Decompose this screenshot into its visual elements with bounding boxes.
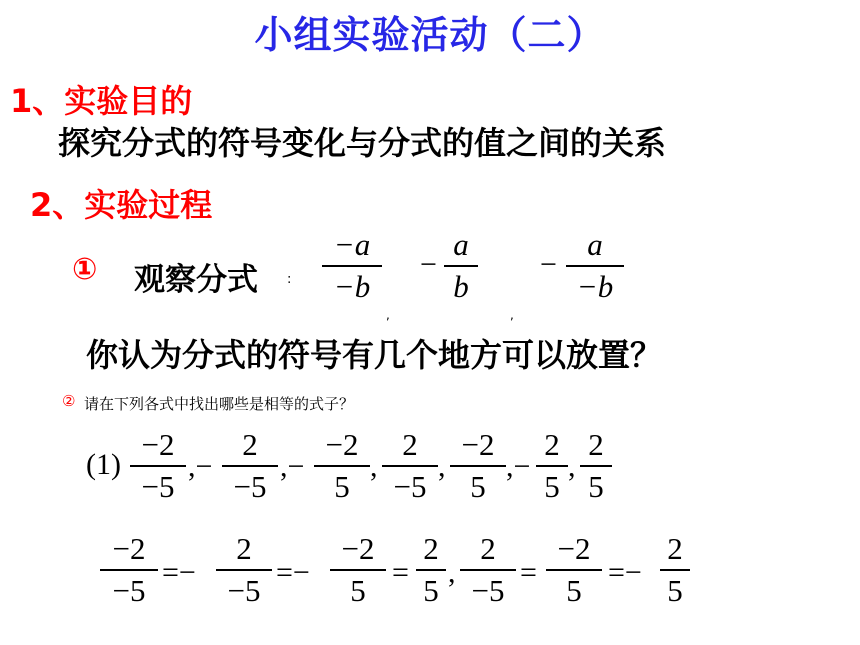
- fraction-numerator: −a: [333, 227, 371, 262]
- exercise-fraction-1: [130, 428, 186, 504]
- observe-sign-3: −: [540, 248, 557, 281]
- step1-label: 观察分式: [134, 262, 258, 298]
- answer-fraction-7: [660, 532, 690, 608]
- step1-colon: :: [287, 272, 292, 287]
- fraction-denominator: −b: [333, 269, 371, 304]
- fraction-denominator: −5: [393, 469, 427, 504]
- observe-fraction-1: [322, 228, 382, 304]
- section1-heading: 1、实验目的: [10, 82, 193, 120]
- fraction-numerator: −2: [557, 531, 591, 566]
- answer-fraction-2: [216, 532, 272, 608]
- step1-marker: ①: [72, 252, 98, 287]
- exercise-fraction-4: [382, 428, 438, 504]
- fraction-numerator: 2: [242, 427, 258, 462]
- fraction-numerator: −2: [341, 531, 375, 566]
- fraction-bar: [460, 569, 516, 571]
- fraction-denominator: −b: [576, 269, 614, 304]
- fraction-denominator: −5: [471, 573, 505, 608]
- fraction-denominator: 5: [667, 573, 683, 608]
- fraction-numerator: a: [587, 227, 603, 262]
- fraction-bar: [536, 465, 568, 467]
- answer-separator-1: =−: [162, 556, 196, 589]
- answer-fraction-6: [546, 532, 602, 608]
- exercise-fraction-2: [222, 428, 278, 504]
- exercise-fraction-5: [450, 428, 506, 504]
- fraction-denominator: −5: [233, 469, 267, 504]
- fraction-bar: [130, 465, 186, 467]
- fraction-bar: [100, 569, 158, 571]
- fraction-bar: [382, 465, 438, 467]
- observe-fraction-3: [566, 228, 624, 304]
- observe-sign-2: −: [420, 248, 437, 281]
- exercise-separator-2: ,−: [280, 450, 305, 483]
- step2-text: 请在下列各式中找出哪些是相等的式子？: [84, 395, 355, 413]
- exercise-separator-3: ,: [370, 450, 378, 483]
- fraction-bar: [546, 569, 602, 571]
- section1-text: 探究分式的符号变化与分式的值之间的关系: [58, 124, 667, 162]
- fraction-numerator: 2: [588, 427, 604, 462]
- fraction-numerator: −2: [112, 531, 146, 566]
- answer-separator-5: =: [520, 556, 537, 589]
- fraction-denominator: −5: [112, 573, 146, 608]
- answer-fraction-1: [100, 532, 158, 608]
- observe-separator-2: ,: [510, 308, 514, 322]
- exercise-fraction-3: [314, 428, 370, 504]
- step2-marker: ②: [62, 392, 76, 410]
- fraction-denominator: 5: [423, 573, 439, 608]
- fraction-bar: [314, 465, 370, 467]
- answer-fraction-4: [416, 532, 446, 608]
- fraction-denominator: 5: [566, 573, 582, 608]
- exercise-separator-1: ,−: [188, 450, 213, 483]
- fraction-numerator: −2: [461, 427, 495, 462]
- fraction-bar: [322, 265, 382, 267]
- fraction-numerator: 2: [544, 427, 560, 462]
- fraction-bar: [660, 569, 690, 571]
- step1-question: 你认为分式的符号有几个地方可以放置？: [86, 336, 663, 374]
- exercise-label: (1): [86, 448, 121, 481]
- observe-separator-1: ,: [386, 308, 390, 322]
- answer-separator-2: =−: [276, 556, 310, 589]
- exercise-separator-5: ,−: [506, 450, 531, 483]
- fraction-bar: [450, 465, 506, 467]
- fraction-bar: [416, 569, 446, 571]
- fraction-denominator: −5: [227, 573, 261, 608]
- fraction-bar: [444, 265, 478, 267]
- fraction-denominator: 5: [588, 469, 604, 504]
- fraction-numerator: −2: [141, 427, 175, 462]
- fraction-bar: [216, 569, 272, 571]
- section2-heading: 2、实验过程: [30, 186, 213, 224]
- answer-separator-3: =: [392, 556, 409, 589]
- fraction-numerator: 2: [480, 531, 496, 566]
- fraction-denominator: 5: [470, 469, 486, 504]
- fraction-numerator: 2: [423, 531, 439, 566]
- fraction-bar: [222, 465, 278, 467]
- fraction-denominator: 5: [334, 469, 350, 504]
- fraction-denominator: 5: [544, 469, 560, 504]
- exercise-separator-6: ,: [568, 450, 576, 483]
- exercise-fraction-7: [580, 428, 612, 504]
- fraction-numerator: 2: [667, 531, 683, 566]
- answer-separator-6: =−: [608, 556, 642, 589]
- fraction-bar: [330, 569, 386, 571]
- page-title: 小组实验活动（二）: [254, 13, 606, 57]
- exercise-separator-4: ,: [438, 450, 446, 483]
- fraction-bar: [580, 465, 612, 467]
- fraction-denominator: b: [453, 269, 469, 304]
- fraction-numerator: 2: [402, 427, 418, 462]
- fraction-denominator: −5: [141, 469, 175, 504]
- fraction-numerator: −2: [325, 427, 359, 462]
- answer-fraction-5: [460, 532, 516, 608]
- fraction-numerator: a: [453, 227, 469, 262]
- fraction-numerator: 2: [236, 531, 252, 566]
- answer-separator-4: ,: [448, 556, 456, 589]
- fraction-bar: [566, 265, 624, 267]
- exercise-fraction-6: [536, 428, 568, 504]
- fraction-denominator: 5: [350, 573, 366, 608]
- answer-fraction-3: [330, 532, 386, 608]
- observe-fraction-2: [444, 228, 478, 304]
